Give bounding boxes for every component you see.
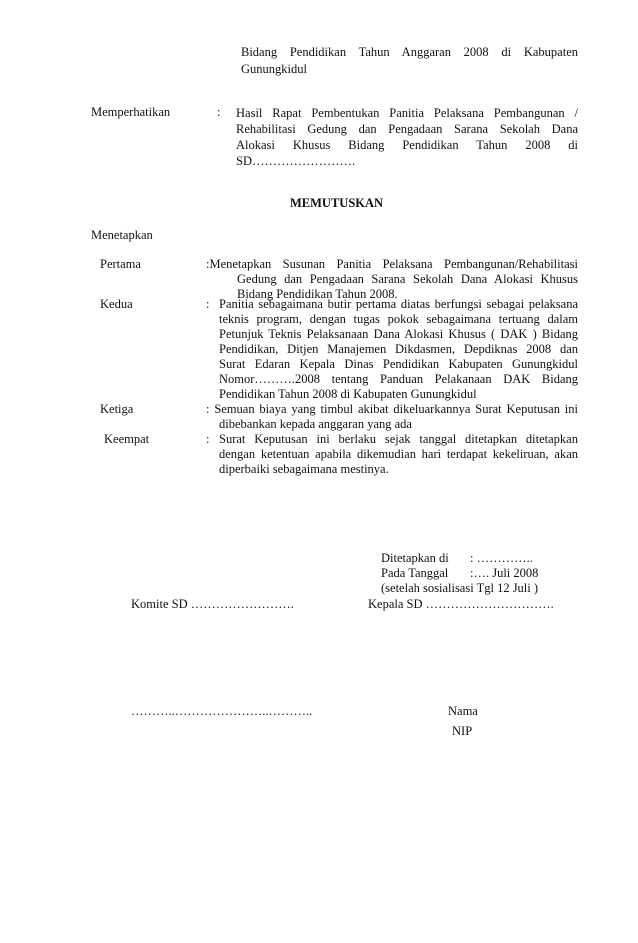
memperhatikan-line-2: Rehabilitasi Gedung dan Pengadaan Sarana Sekolah Dana (236, 122, 578, 136)
kedua-line-3: Petunjuk Teknis Pelaksanaan Dana Alokasi Khusus ( DAK ) Bidang (219, 327, 578, 341)
memperhatikan-line-1: Hasil Rapat Pembentukan Panitia Pelaksana Pembangunan / (236, 106, 578, 120)
memperhatikan-text (236, 105, 578, 169)
kepala-sd-signature: Kepala SD …………………………. (368, 597, 554, 611)
ketiga-line-2: dibebankan kepada anggaran yang ada (219, 417, 412, 431)
keempat-line-2: dengan ketentuan apabila dikemudian hari terdapat kekeliruan, akan (219, 447, 578, 461)
intro-line-1: Bidang Pendidikan Tahun Anggaran 2008 di Kabupaten (241, 45, 578, 59)
kedua-label: Kedua (100, 297, 133, 311)
tanggal-value: :…. Juli 2008 (470, 566, 539, 580)
pertama-line-1: :Menetapkan Susunan Panitia Pelaksana Pembangunan/Rehabilitasi (206, 257, 578, 271)
kedua-line-7: Pendidikan Tahun 2008 di Kabupaten Gunungkidul (219, 387, 477, 401)
keempat-line-1: Surat Keputusan ini berlaku sejak tanggal ditetapkan ditetapkan (219, 432, 578, 446)
ketiga-label: Ketiga (100, 402, 134, 416)
kedua-line-2: teknis program, dengan tugas pokok sebagaimana tertuang dalam (219, 312, 578, 326)
heading-memutuskan: MEMUTUSKAN (290, 196, 384, 210)
keempat-colon: : (206, 432, 210, 446)
kedua-line-5: Surat Edaran Kepala Dinas Pendidikan Kabupaten Gunungkidul (219, 357, 578, 371)
kedua-line-6: Nomor……….2008 tentang Panduan Pelakanaan DAK Bidang (219, 372, 578, 386)
kedua-line-1: Panitia sebagaimana butir pertama diatas berfungsi sebagai pelaksana (219, 297, 578, 311)
pertama-line-3: Bidang Pendidikan Tahun 2008. (237, 287, 398, 301)
pertama-label: Pertama (100, 257, 141, 271)
komite-name-line: ………..…………………..……….. (131, 704, 313, 718)
nip-label: NIP (452, 724, 473, 738)
komite-sd-signature: Komite SD ……………………. (131, 597, 294, 611)
memperhatikan-line-4: SD……………………. (236, 154, 356, 168)
keempat-text (219, 432, 578, 477)
ketiga-line-1: : Semuan biaya yang timbul akibat dikeluarkannya Surat Keputusan ini (206, 402, 578, 416)
intro-block (241, 44, 578, 78)
ditetapkan-label: Ditetapkan di (381, 551, 449, 565)
pertama-text (206, 257, 578, 302)
nama-label: Nama (448, 704, 478, 718)
ditetapkan-value: : ………….. (470, 551, 533, 565)
tanggal-label: Pada Tanggal (381, 566, 449, 580)
memperhatikan-colon: : (217, 105, 221, 119)
kedua-colon: : (206, 297, 210, 311)
ketiga-text (206, 402, 578, 432)
pertama-line-2: Gedung dan Pengadaan Sarana Sekolah Dana Alokasi Khusus (237, 272, 578, 286)
intro-line-2: Gunungkidul (241, 62, 307, 76)
kedua-line-4: Pendidikan, Ditjen Manajemen Dikdasmen, Depdiknas 2008 dan (219, 342, 578, 356)
memperhatikan-label: Memperhatikan (91, 105, 171, 119)
kedua-text (219, 297, 578, 402)
menetapkan-label: Menetapkan (91, 228, 153, 242)
memperhatikan-line-3: Alokasi Khusus Bidang Pendidikan Tahun 2008 di (236, 138, 578, 152)
sosialisasi-note: (setelah sosialisasi Tgl 12 Juli ) (381, 581, 539, 595)
keempat-line-3: diperbaiki sebagaimana mestinya. (219, 462, 389, 476)
keempat-label: Keempat (104, 432, 150, 446)
